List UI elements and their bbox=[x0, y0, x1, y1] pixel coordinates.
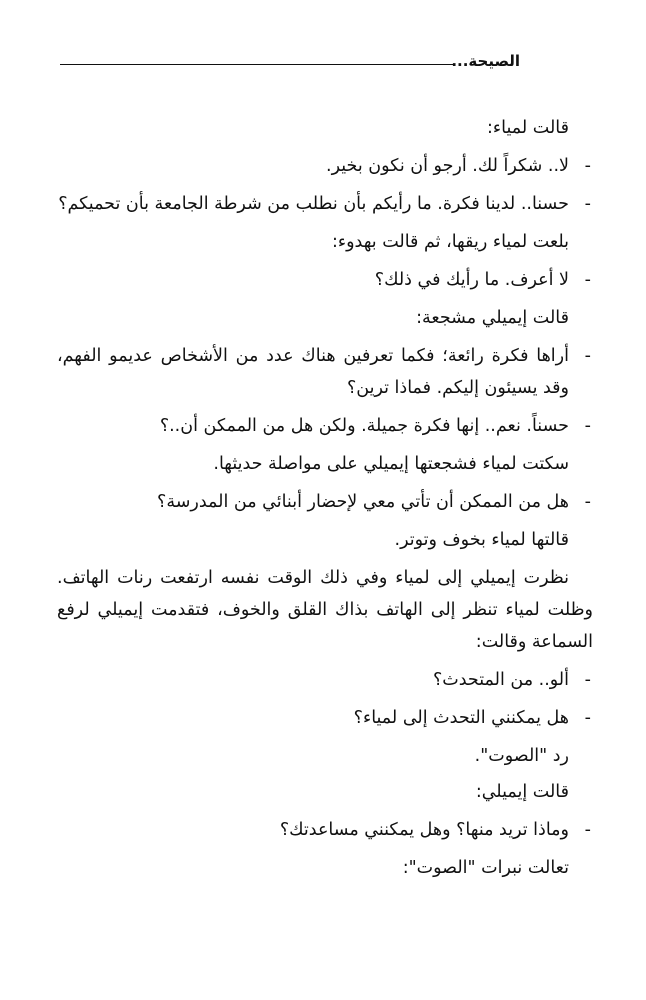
dialogue-dash: - bbox=[584, 194, 591, 214]
dialogue-line: - حسناً. نعم.. إنها فكرة جميلة. ولكن هل من الممكن أن..؟ bbox=[57, 410, 593, 442]
dialogue-dash: - bbox=[584, 708, 591, 728]
narration-line: بلعت لمياء ريقها، ثم قالت بهدوء: bbox=[331, 232, 569, 252]
dialogue-line: - هل يمكنني التحدث إلى لمياء؟ bbox=[57, 702, 593, 734]
dialogue-line: - هل من الممكن أن تأتي معي لإحضار أبنائي من المدرسة؟ bbox=[57, 486, 593, 518]
dialogue-line: - ألو.. من المتحدث؟ bbox=[57, 664, 593, 696]
dialogue-line: - حسنا.. لدينا فكرة. ما رأيكم بأن نطلب من شرطة الجامعة بأن تحميكم؟ bbox=[57, 188, 593, 220]
dialogue-dash: - bbox=[584, 416, 591, 436]
dialogue-line: - أراها فكرة رائعة؛ فكما تعرفين هناك عدد من الأشخاص عديمو الفهم، وقد يسيئون إليكم. فماذا ترين؟ bbox=[57, 340, 593, 404]
dialogue-dash: - bbox=[584, 670, 591, 690]
body-paragraph: نظرت إيميلي إلى لمياء وفي ذلك الوقت نفسه ارتفعت رنات الهاتف. وظلت لمياء تنظر إلى الهاتف بذاك القلق والخوف، فتقدمت إيميلي لرفع السماعة وقالت: bbox=[57, 568, 593, 652]
header-title: الصيحة... bbox=[451, 52, 520, 70]
page-body bbox=[57, 112, 593, 890]
dialogue-line: - لا.. شكراً لك. أرجو أن نكون بخير. bbox=[57, 150, 593, 182]
narration-line: قالت إيميلي مشجعة: bbox=[416, 308, 569, 328]
dialogue-dash: - bbox=[584, 156, 591, 176]
running-header bbox=[60, 52, 520, 82]
narration-line: قالتها لمياء بخوف وتوتر. bbox=[394, 530, 569, 550]
dialogue-dash: - bbox=[584, 270, 591, 290]
narration-line: سكتت لمياء فشجعتها إيميلي على مواصلة حديثها. bbox=[213, 454, 569, 474]
dialogue-dash: - bbox=[584, 820, 591, 840]
dialogue-line: - لا أعرف. ما رأيك في ذلك؟ bbox=[57, 264, 593, 296]
narration-line: قالت إيميلي: bbox=[475, 782, 569, 802]
narration-line: قالت لمياء: bbox=[487, 118, 569, 138]
dialogue-dash: - bbox=[584, 492, 591, 512]
dialogue-dash: - bbox=[584, 346, 591, 366]
narration-line: تعالت نبرات "الصوت": bbox=[402, 858, 569, 878]
dialogue-line: - وماذا تريد منها؟ وهل يمكنني مساعدتك؟ bbox=[57, 814, 593, 846]
narration-line: رد "الصوت". bbox=[474, 746, 569, 766]
header-rule bbox=[60, 64, 454, 65]
